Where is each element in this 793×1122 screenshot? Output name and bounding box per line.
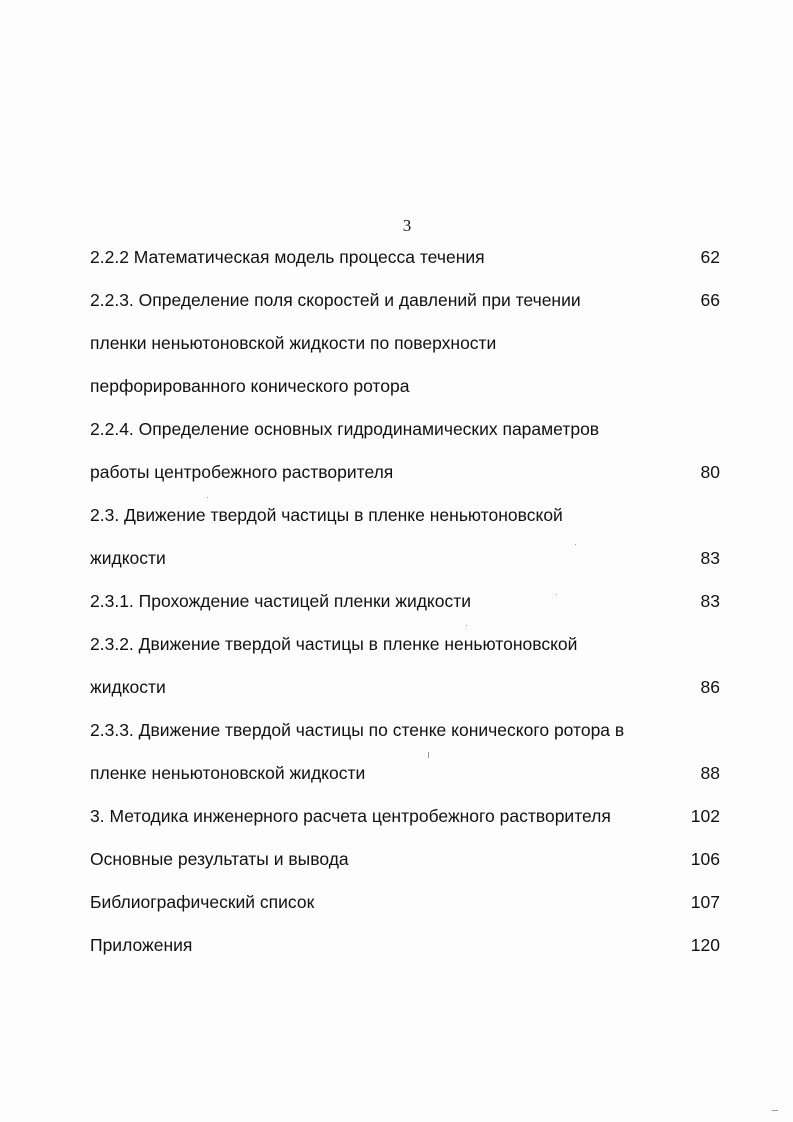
- toc-entry-text: жидкости: [90, 548, 166, 568]
- toc-line: [90, 451, 720, 494]
- toc-entry-text: Библиографический список: [90, 892, 315, 912]
- toc-line: [90, 666, 720, 709]
- scan-speck: [575, 544, 576, 545]
- toc-entry-text: пленки неньютоновской жидкости по поверхности: [90, 333, 497, 353]
- toc-line: [90, 537, 720, 580]
- toc-line: [90, 709, 720, 752]
- toc-line: [90, 322, 720, 365]
- toc-page-number: 83: [700, 548, 720, 568]
- toc-entry-text: 2.2.2 Математическая модель процесса течения: [90, 247, 485, 267]
- scan-speck: [428, 752, 429, 758]
- toc-line: [90, 795, 720, 838]
- toc-line: [90, 838, 720, 881]
- toc-page-number: 80: [700, 462, 720, 482]
- toc-entry-text: 2.3.1. Прохождение частицей пленки жидкости: [90, 591, 472, 611]
- toc-page-number: 66: [700, 290, 720, 310]
- toc-line: [90, 580, 720, 623]
- toc-entry-text: 2.2.3. Определение поля скоростей и давлений при течении: [90, 290, 581, 310]
- toc-entry-text: пленке неньютоновской жидкости: [90, 763, 366, 783]
- toc-page-number: 83: [700, 591, 720, 611]
- toc-line: [90, 236, 720, 279]
- toc-entry-text: Основные результаты и вывода: [90, 849, 349, 869]
- toc-entry-text: Приложения: [90, 935, 193, 955]
- toc-page-number: 86: [700, 677, 720, 697]
- toc-entry-text: 2.2.4. Определение основных гидродинамических параметров: [90, 419, 600, 439]
- toc-line: [90, 924, 720, 967]
- table-of-contents: [90, 236, 720, 967]
- toc-line: [90, 752, 720, 795]
- scan-speck: [772, 1110, 778, 1111]
- toc-entry-text: жидкости: [90, 677, 166, 697]
- toc-page-number: 107: [690, 892, 720, 912]
- scan-speck: [466, 625, 467, 626]
- toc-line: [90, 881, 720, 924]
- toc-page-number: 88: [700, 763, 720, 783]
- toc-entry-text: 3. Методика инженерного расчета центробежного растворителя: [90, 806, 611, 826]
- toc-page-number: 120: [690, 935, 720, 955]
- toc-page-number: 62: [700, 247, 720, 267]
- toc-line: [90, 365, 720, 408]
- toc-entry-text: 2.3.2. Движение твердой частицы в пленке неньютоновской: [90, 634, 578, 654]
- toc-line: [90, 279, 720, 322]
- toc-page-number: 106: [690, 849, 720, 869]
- page-number: 3: [402, 216, 412, 235]
- toc-line: [90, 623, 720, 666]
- toc-entry-text: 2.3.3. Движение твердой частицы по стенке конического ротора в: [90, 720, 625, 740]
- toc-line: [90, 408, 720, 451]
- toc-entry-text: 2.3. Движение твердой частицы в пленке неньютоновской: [90, 505, 563, 525]
- toc-entry-text: работы центробежного растворителя: [90, 462, 394, 482]
- toc-entry-text: перфорированного конического ротора: [90, 376, 410, 396]
- toc-page-number: 102: [690, 806, 720, 826]
- scan-speck: [207, 497, 208, 498]
- scan-speck: [556, 594, 557, 595]
- toc-line: [90, 494, 720, 537]
